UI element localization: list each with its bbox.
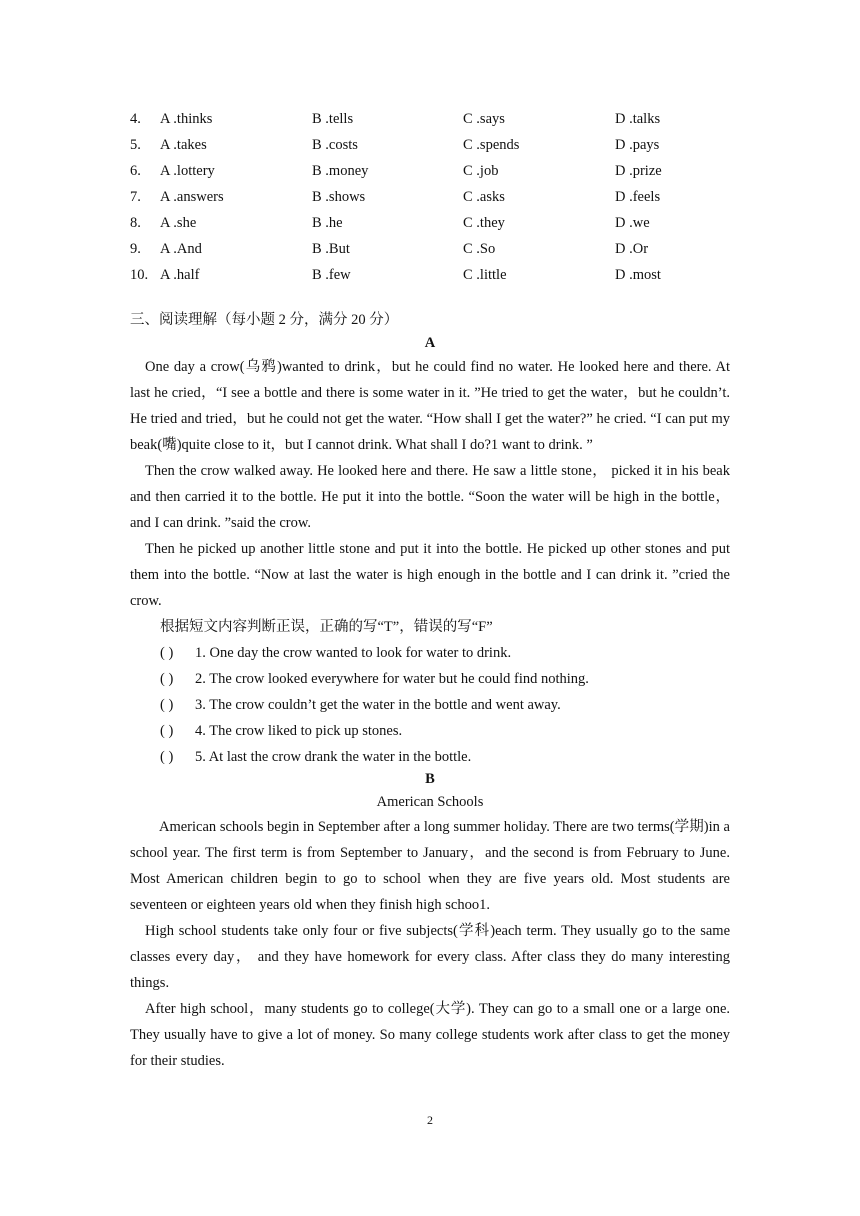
option-a: A .thinks — [160, 111, 213, 127]
option-b: B .he — [312, 215, 343, 231]
option-a: A .half — [160, 267, 200, 283]
option-d: D .talks — [615, 111, 661, 127]
tf-question — [160, 640, 720, 666]
option-c: C .asks — [463, 189, 505, 205]
option-c: C .job — [463, 163, 499, 179]
option-b: B .But — [312, 241, 350, 257]
option-c: C .little — [463, 267, 507, 283]
passage-a-paragraph: Then he picked up another little stone and put it into the bottle. He picked up other stones and put them into the bottle. “Now at last the water is high enough in the bottle and I can drink it. ”cried the crow. — [130, 541, 730, 609]
tf-question — [160, 692, 720, 718]
option-d: D .we — [615, 215, 650, 231]
option-a: A .takes — [160, 137, 207, 153]
option-d: D .feels — [615, 189, 661, 205]
option-a: A .she — [160, 215, 197, 231]
question-text: 1. One day the crow wanted to look for water to drink. — [195, 645, 512, 661]
tf-question — [160, 666, 720, 692]
tf-question — [160, 744, 720, 770]
option-b: B .money — [312, 163, 369, 179]
option-b: B .tells — [312, 111, 354, 127]
page-number: 2 — [427, 1113, 433, 1127]
option-c: C .they — [463, 215, 505, 231]
question-number: 7. — [130, 189, 141, 205]
answer-blank[interactable]: ( ) — [160, 749, 174, 765]
option-d: D .pays — [615, 137, 660, 153]
option-row-4 — [130, 106, 730, 132]
answer-blank[interactable]: ( ) — [160, 723, 174, 739]
question-number: 8. — [130, 215, 141, 231]
option-c: C .says — [463, 111, 505, 127]
option-d: D .most — [615, 267, 661, 283]
option-a: A .lottery — [160, 163, 215, 179]
passage-a-paragraph: One day a crow(乌鸦)wanted to drink，but he could find no water. He looked here and there. At last he cried，“I see a bottle and there is some water in it. ”He tried to get the water，but he couldn’t. He tried and tried，but he could not get the water. “How shall I get the water?” he cried. “I can put my beak(嘴)quite close to it，but I cannot drink. What shall I do?1 want to drink. ” — [130, 359, 730, 453]
question-number: 5. — [130, 137, 141, 153]
option-b: B .shows — [312, 189, 366, 205]
answer-blank[interactable]: ( ) — [160, 671, 174, 687]
passage-b-paragraph: After high school，many students go to college(大学). They can go to a small one or a large one. They usually have to give a lot of money. So many college students work after class to get the money for their studies. — [130, 1001, 730, 1069]
question-number: 9. — [130, 241, 141, 257]
tf-question — [160, 718, 720, 744]
question-number: 6. — [130, 163, 141, 179]
answer-blank[interactable]: ( ) — [160, 645, 174, 661]
passage-a-heading: A — [424, 335, 436, 351]
passage-b-paragraph: High school students take only four or five subjects(学科)each term. They usually go to the same classes every day， and they have homework for every class. After class they do many interesting things. — [130, 923, 730, 991]
option-row-10 — [130, 262, 730, 288]
question-number: 10. — [130, 267, 149, 283]
option-row-7 — [130, 184, 730, 210]
question-text: 2. The crow looked everywhere for water but he could find nothing. — [195, 671, 589, 687]
passage-b-paragraph: American schools begin in September after a long summer holiday. There are two terms(学期)in a school year. The first term is from September to January，and the second is from February to June. Most American children begin to go to school when they are five years old. Most students are seventeen or eighteen years old when they finish high schoo1. — [130, 819, 730, 913]
option-b: B .costs — [312, 137, 358, 153]
question-text: 4. The crow liked to pick up stones. — [195, 723, 403, 739]
cloze-options-list — [130, 106, 730, 288]
option-b: B .few — [312, 267, 351, 283]
passage-b-heading: B — [425, 771, 435, 787]
option-d: D .Or — [615, 241, 649, 257]
section-title: 三、阅读理解（每小题 2 分，满分 20 分） — [130, 312, 399, 328]
option-d: D .prize — [615, 163, 662, 179]
question-number: 4. — [130, 111, 141, 127]
passage-b-title: American Schools — [376, 794, 484, 810]
option-a: A .And — [160, 241, 202, 257]
true-false-instruction: 根据短文内容判断正误，正确的写“T”，错误的写“F” — [160, 619, 493, 635]
option-a: A .answers — [160, 189, 224, 205]
option-row-9 — [130, 236, 730, 262]
true-false-questions — [160, 640, 720, 770]
option-row-8 — [130, 210, 730, 236]
option-row-6 — [130, 158, 730, 184]
option-row-5 — [130, 132, 730, 158]
option-c: C .So — [463, 241, 496, 257]
question-text: 3. The crow couldn’t get the water in the bottle and went away. — [195, 697, 561, 713]
passage-a-paragraph: Then the crow walked away. He looked here and there. He saw a little stone， picked it in his beak and then carried it to the bottle. He put it into the bottle. “Soon the water will be high in the bottle，and I can drink. ”said the crow. — [130, 463, 730, 531]
question-text: 5. At last the crow drank the water in the bottle. — [195, 749, 472, 765]
option-c: C .spends — [463, 137, 520, 153]
answer-blank[interactable]: ( ) — [160, 697, 174, 713]
